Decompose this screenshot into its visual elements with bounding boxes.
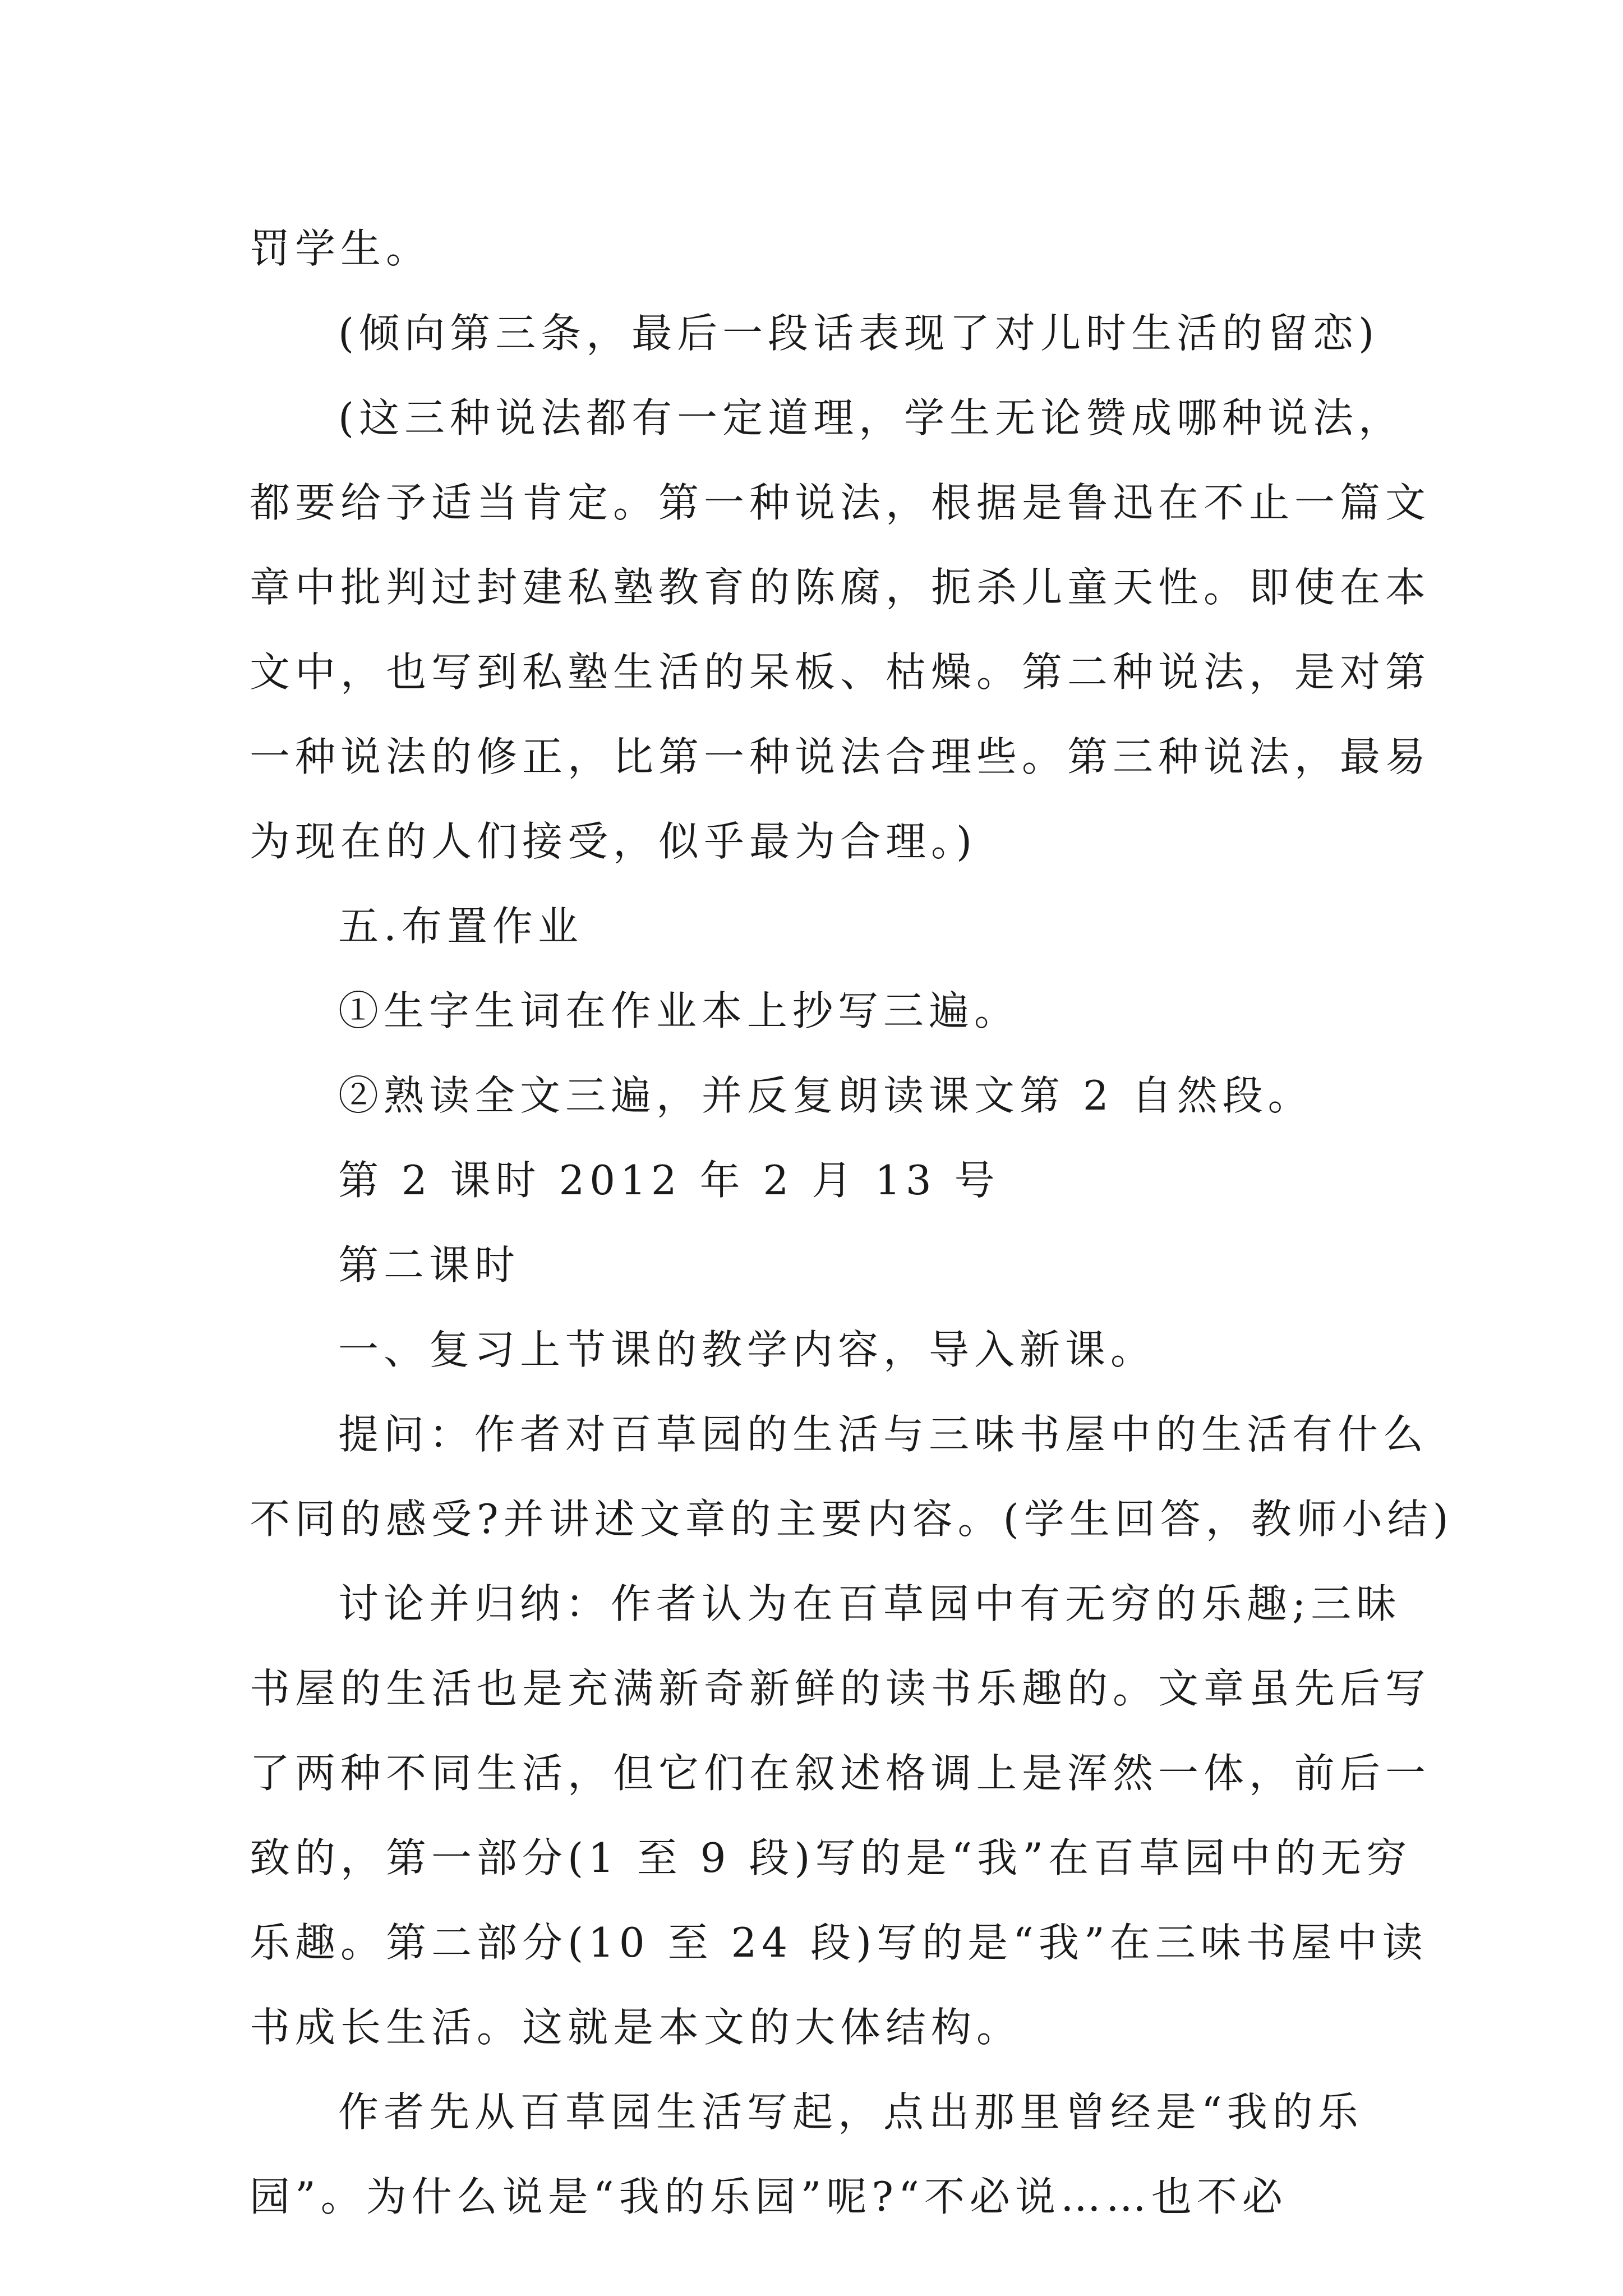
text-line: 罚学生。 [250, 225, 432, 272]
section-heading: 五.布置作业 [338, 903, 583, 950]
text-line: 书成长生活。这就是本文的大体结构。 [250, 2004, 1022, 2051]
text-line: 为现在的人们接受，似乎最为合理。) [250, 818, 978, 865]
text-line: 一种说法的修正，比第一种说法合理些。第三种说法，最易 [250, 733, 1431, 780]
text-line: 书屋的生活也是充满新奇新鲜的读书乐趣的。文章虽先后写 [250, 1665, 1431, 1712]
text-line: 园”。为什么说是“我的乐园”呢?“不必说……也不必 [250, 2173, 1288, 2220]
list-item: ①生字生词在作业本上抄写三遍。 [338, 987, 1020, 1034]
section-heading: 一、复习上节课的教学内容，导入新课。 [338, 1326, 1156, 1373]
text-line: 文中，也写到私塾生活的呆板、枯燥。第二种说法，是对第 [250, 648, 1431, 696]
text-line: 都要给予适当肯定。第一种说法，根据是鲁迅在不止一篇文 [250, 479, 1431, 526]
lesson-date: 第 2 课时 2012 年 2 月 13 号 [338, 1157, 1000, 1204]
text-line: 作者先从百草园生活写起，点出那里曾经是“我的乐 [338, 2088, 1363, 2136]
section-heading: 第二课时 [338, 1241, 520, 1289]
text-line: 致的，第一部分(1 至 9 段)写的是“我”在百草园中的无穷 [250, 1834, 1412, 1881]
text-line: (倾向第三条，最后一段话表现了对儿时生活的留恋) [338, 310, 1380, 357]
document-page [250, 206, 1454, 2239]
text-line: 讨论并归纳：作者认为在百草园中有无穷的乐趣;三昧 [338, 1580, 1402, 1627]
text-line: 章中批判过封建私塾教育的陈腐，扼杀儿童天性。即使在本 [250, 564, 1431, 611]
text-line: 乐趣。第二部分(10 至 24 段)写的是“我”在三味书屋中读 [250, 1919, 1428, 1966]
text-line: 不同的感受?并讲述文章的主要内容。(学生回答，教师小结) [250, 1496, 1454, 1543]
list-item: ②熟读全文三遍，并反复朗读课文第 2 自然段。 [338, 1072, 1313, 1119]
text-line: (这三种说法都有一定道理，学生无论赞成哪种说法， [338, 394, 1404, 441]
text-line: 了两种不同生活，但它们在叙述格调上是浑然一体，前后一 [250, 1750, 1431, 1797]
text-line: 提问：作者对百草园的生活与三味书屋中的生活有什么 [338, 1411, 1429, 1458]
